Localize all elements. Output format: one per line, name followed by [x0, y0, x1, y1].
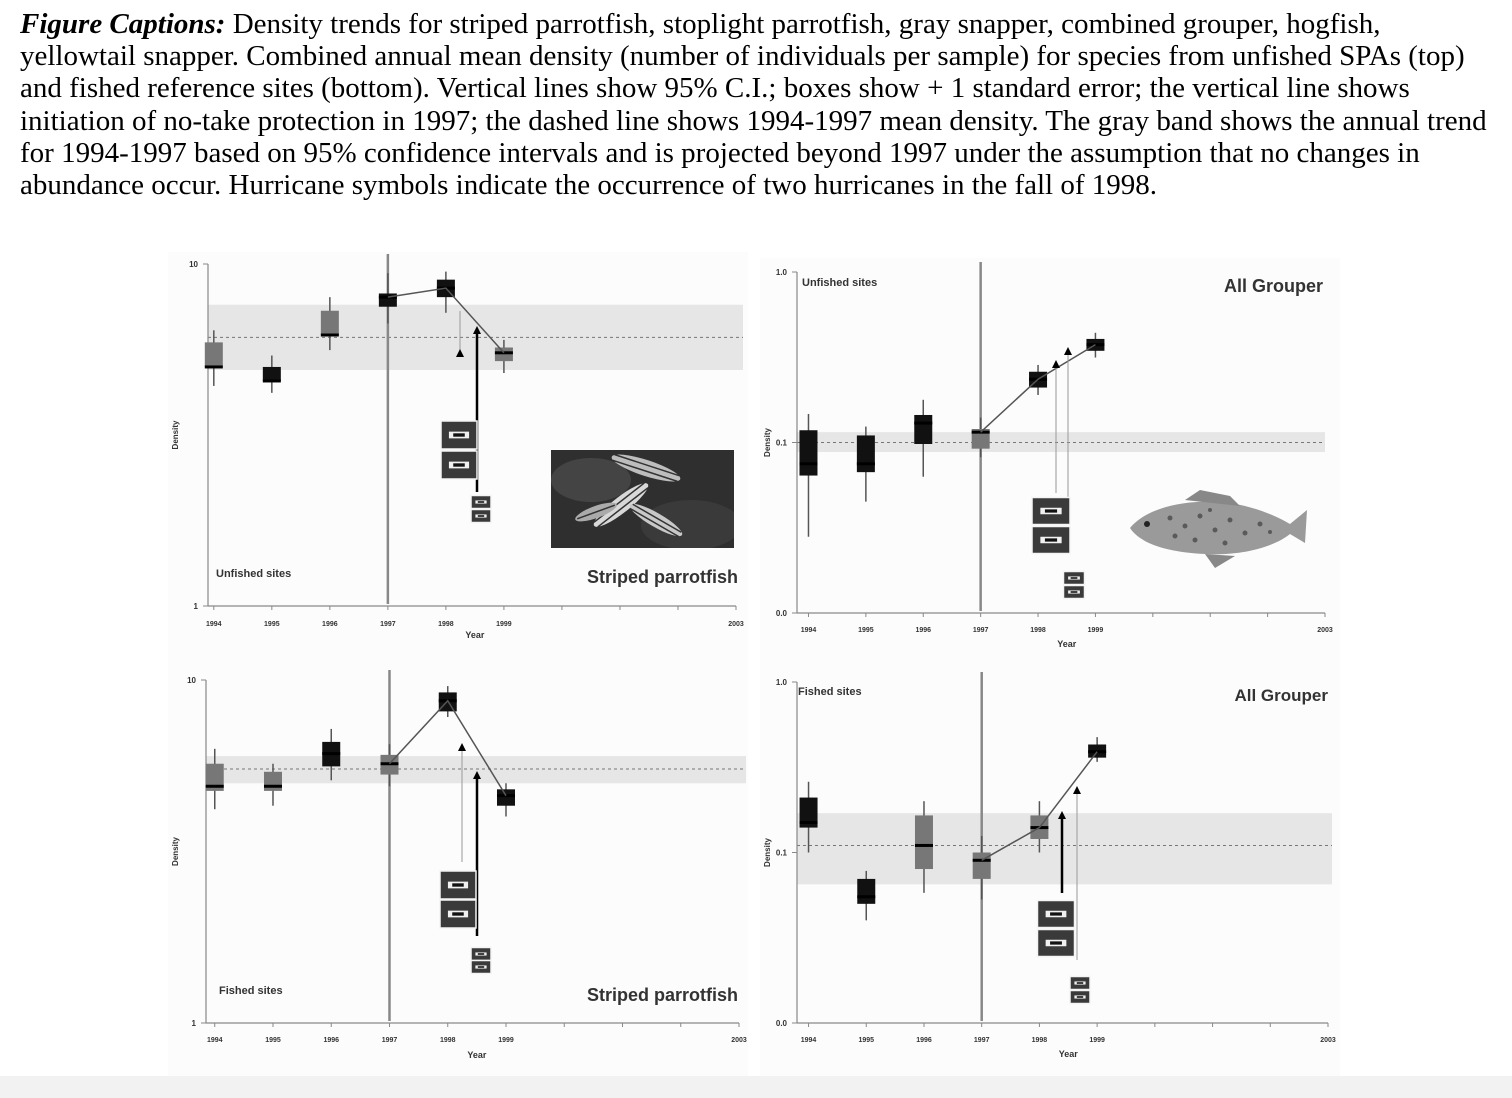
x-tick-label: 1997: [973, 1037, 990, 1044]
data-box-1994: [799, 414, 817, 537]
trend-band: [797, 813, 1332, 884]
mean-marker: [263, 379, 281, 382]
se-box: [857, 879, 875, 904]
data-box-1995: [857, 427, 875, 502]
x-tick-label: 1996: [916, 1037, 932, 1044]
hurricane-icon-eye: [1045, 538, 1057, 541]
hurricane-icon-eye: [1077, 982, 1083, 984]
y-tick-label: 1.0: [775, 678, 787, 687]
x-axis-label: Year: [1058, 1049, 1078, 1059]
y-tick-label: 10: [189, 260, 198, 269]
hurricane-icon: [440, 871, 476, 899]
x-tick-label: 1994: [206, 621, 222, 628]
hurricane-arrow-head: [1052, 360, 1060, 368]
data-box-1996: [914, 400, 932, 477]
panel-all-grouper-fished: [760, 668, 1340, 1088]
caption-lead: Figure Captions:: [20, 8, 226, 40]
se-box: [321, 311, 339, 335]
mean-marker: [857, 462, 875, 465]
hurricane-icon: [1070, 977, 1090, 990]
x-tick-label: 1999: [498, 1037, 514, 1044]
x-tick-label: 1996: [915, 627, 932, 634]
figure-caption: [20, 8, 1490, 201]
parrotfish-photo-art: [551, 450, 734, 548]
mean-marker: [914, 422, 932, 425]
y-tick-label: 0.0: [775, 609, 787, 618]
hurricane-icon-eye: [478, 515, 484, 517]
data-box-1999: [1088, 737, 1106, 762]
chart-svg: [760, 668, 1340, 1076]
species-label: Striped parrotfish: [586, 985, 738, 1005]
grouper-illustration-art: [1125, 488, 1310, 573]
x-tick-label: 1994: [800, 1037, 817, 1044]
y-axis-label: Density: [171, 420, 180, 450]
species-label: All Grouper: [1223, 276, 1323, 296]
x-tick-label: 2003: [1320, 1037, 1336, 1044]
mean-marker: [205, 365, 223, 368]
hurricane-icon-eye: [1050, 941, 1062, 944]
hurricane-icon: [471, 961, 491, 974]
se-box: [857, 435, 875, 472]
panel-all-grouper-unfished: [760, 258, 1340, 678]
hurricane-arrow-head: [1064, 347, 1072, 355]
x-tick-label: 1997: [381, 1037, 398, 1044]
x-tick-label: 1997: [972, 627, 989, 634]
se-box: [263, 367, 281, 381]
x-tick-label: 1997: [380, 621, 396, 628]
se-box: [914, 415, 932, 444]
hurricane-icon: [1038, 901, 1075, 928]
panel-striped-parrotfish-fished: [168, 668, 748, 1088]
hurricane-icon-eye: [1071, 577, 1078, 579]
x-tick-label: 1998: [438, 621, 454, 628]
x-tick-label: 1998: [439, 1037, 456, 1044]
mean-marker: [857, 895, 875, 898]
x-tick-label: 1998: [1031, 1037, 1048, 1044]
x-tick-label: 1999: [1089, 1037, 1105, 1044]
y-axis-label: Density: [763, 838, 772, 867]
y-axis-label: Density: [763, 428, 772, 457]
panel-striped-parrotfish-unfished: [168, 252, 748, 672]
hurricane-icon-eye: [478, 966, 484, 968]
hurricane-icon-eye: [1071, 591, 1078, 593]
x-tick-label: 1995: [858, 627, 874, 634]
y-tick-label: 0.1: [775, 438, 787, 448]
x-axis-label: Year: [467, 1050, 487, 1060]
y-tick-label: 1: [191, 1019, 196, 1028]
hurricane-icon-eye: [478, 501, 484, 503]
hurricane-icon-eye: [453, 463, 465, 466]
x-axis-label: Year: [465, 630, 485, 640]
x-tick-label: 2003: [731, 1037, 747, 1044]
se-box: [915, 815, 933, 869]
chart-svg: [760, 258, 1340, 678]
hurricane-icon: [471, 510, 491, 523]
hurricane-icon: [1038, 930, 1075, 957]
hurricane-icon: [441, 421, 477, 449]
hurricane-arrow-head: [1073, 786, 1081, 794]
hurricane-icon: [1064, 586, 1085, 599]
hurricane-icon-eye: [478, 953, 484, 955]
y-tick-label: 1: [193, 602, 198, 611]
hurricane-icon: [471, 948, 491, 961]
site-label: Unfished sites: [802, 277, 878, 289]
site-label: Unfished sites: [216, 568, 292, 580]
hurricane-icon: [1032, 498, 1070, 525]
x-tick-label: 1999: [1087, 627, 1104, 634]
x-tick-label: 1994: [800, 627, 817, 634]
hurricane-icon-eye: [1045, 509, 1057, 512]
x-tick-label: 1999: [496, 621, 512, 628]
hurricane-icon: [441, 451, 477, 479]
hurricane-icon-eye: [452, 912, 464, 915]
se-box: [799, 430, 817, 475]
y-tick-label: 0.0: [775, 1019, 787, 1028]
se-box: [264, 772, 282, 791]
x-tick-label: 2003: [728, 621, 744, 628]
hurricane-icon: [1064, 572, 1085, 585]
y-tick-label: 0.1: [775, 848, 787, 858]
mean-marker: [915, 844, 933, 847]
hurricane-icon-eye: [452, 883, 464, 886]
x-tick-label: 1996: [323, 1037, 340, 1044]
x-tick-label: 1996: [322, 621, 338, 628]
x-tick-label: 1995: [265, 1037, 281, 1044]
site-label: Fished sites: [219, 985, 283, 997]
x-axis-label: Year: [1057, 639, 1077, 649]
mean-marker: [972, 431, 990, 434]
hurricane-icon-eye: [1077, 996, 1083, 998]
hurricane-icon: [471, 496, 491, 509]
x-tick-label: 1994: [206, 1037, 223, 1044]
se-box: [205, 342, 223, 367]
parrotfish-photo: [551, 450, 734, 548]
hurricane-icon: [1070, 991, 1090, 1004]
mean-marker: [799, 462, 817, 465]
species-label: Striped parrotfish: [586, 567, 738, 587]
mean-marker: [264, 785, 282, 788]
x-tick-label: 1995: [858, 1037, 875, 1044]
y-tick-label: 1.0: [775, 268, 787, 277]
se-box: [497, 789, 515, 805]
se-box: [495, 347, 513, 361]
hurricane-icon-eye: [453, 433, 465, 436]
grouper-illustration: [1125, 488, 1310, 573]
mean-marker: [800, 821, 818, 824]
x-tick-label: 1995: [264, 621, 280, 628]
y-tick-label: 10: [187, 676, 196, 685]
page-bottom-strip: [0, 1076, 1512, 1098]
mean-marker: [321, 334, 339, 337]
mean-marker: [206, 785, 224, 788]
y-axis-label: Density: [171, 837, 180, 866]
chart-svg: [168, 668, 748, 1088]
mean-marker: [322, 752, 340, 755]
hurricane-icon: [1032, 527, 1070, 554]
species-label: All Grouper: [1234, 686, 1328, 705]
hurricane-icon-eye: [1050, 912, 1062, 915]
data-box-1999: [497, 783, 515, 816]
x-tick-label: 2003: [1317, 627, 1333, 634]
mean-marker: [1086, 343, 1104, 346]
hurricane-arrow-head: [458, 743, 466, 751]
hurricane-icon: [440, 900, 476, 928]
caption-text: Density trends for striped parrotfish, stoplight parrotfish, gray snapper, combined grouper, hogfish, yellowtail snapper. Combined annual mean density (number of individuals per sample) for species from unfished SPAs (top) and fished reference sites (bottom). Vertical lines show 95% C.I.; boxes show + 1 standard error; the vertical line shows initiation of no-take protection in 1997; the dashed line shows 1994-1997 mean density. The gray band shows the annual trend for 1994-1997 based on 95% confidence intervals and is projected beyond 1997 under the assumption that no changes in abundance occur. Hurricane symbols indicate the occurrence of two hurricanes in the fall of 1998.: [20, 8, 1487, 202]
x-tick-label: 1998: [1030, 627, 1046, 634]
site-label: Fished sites: [798, 686, 862, 698]
